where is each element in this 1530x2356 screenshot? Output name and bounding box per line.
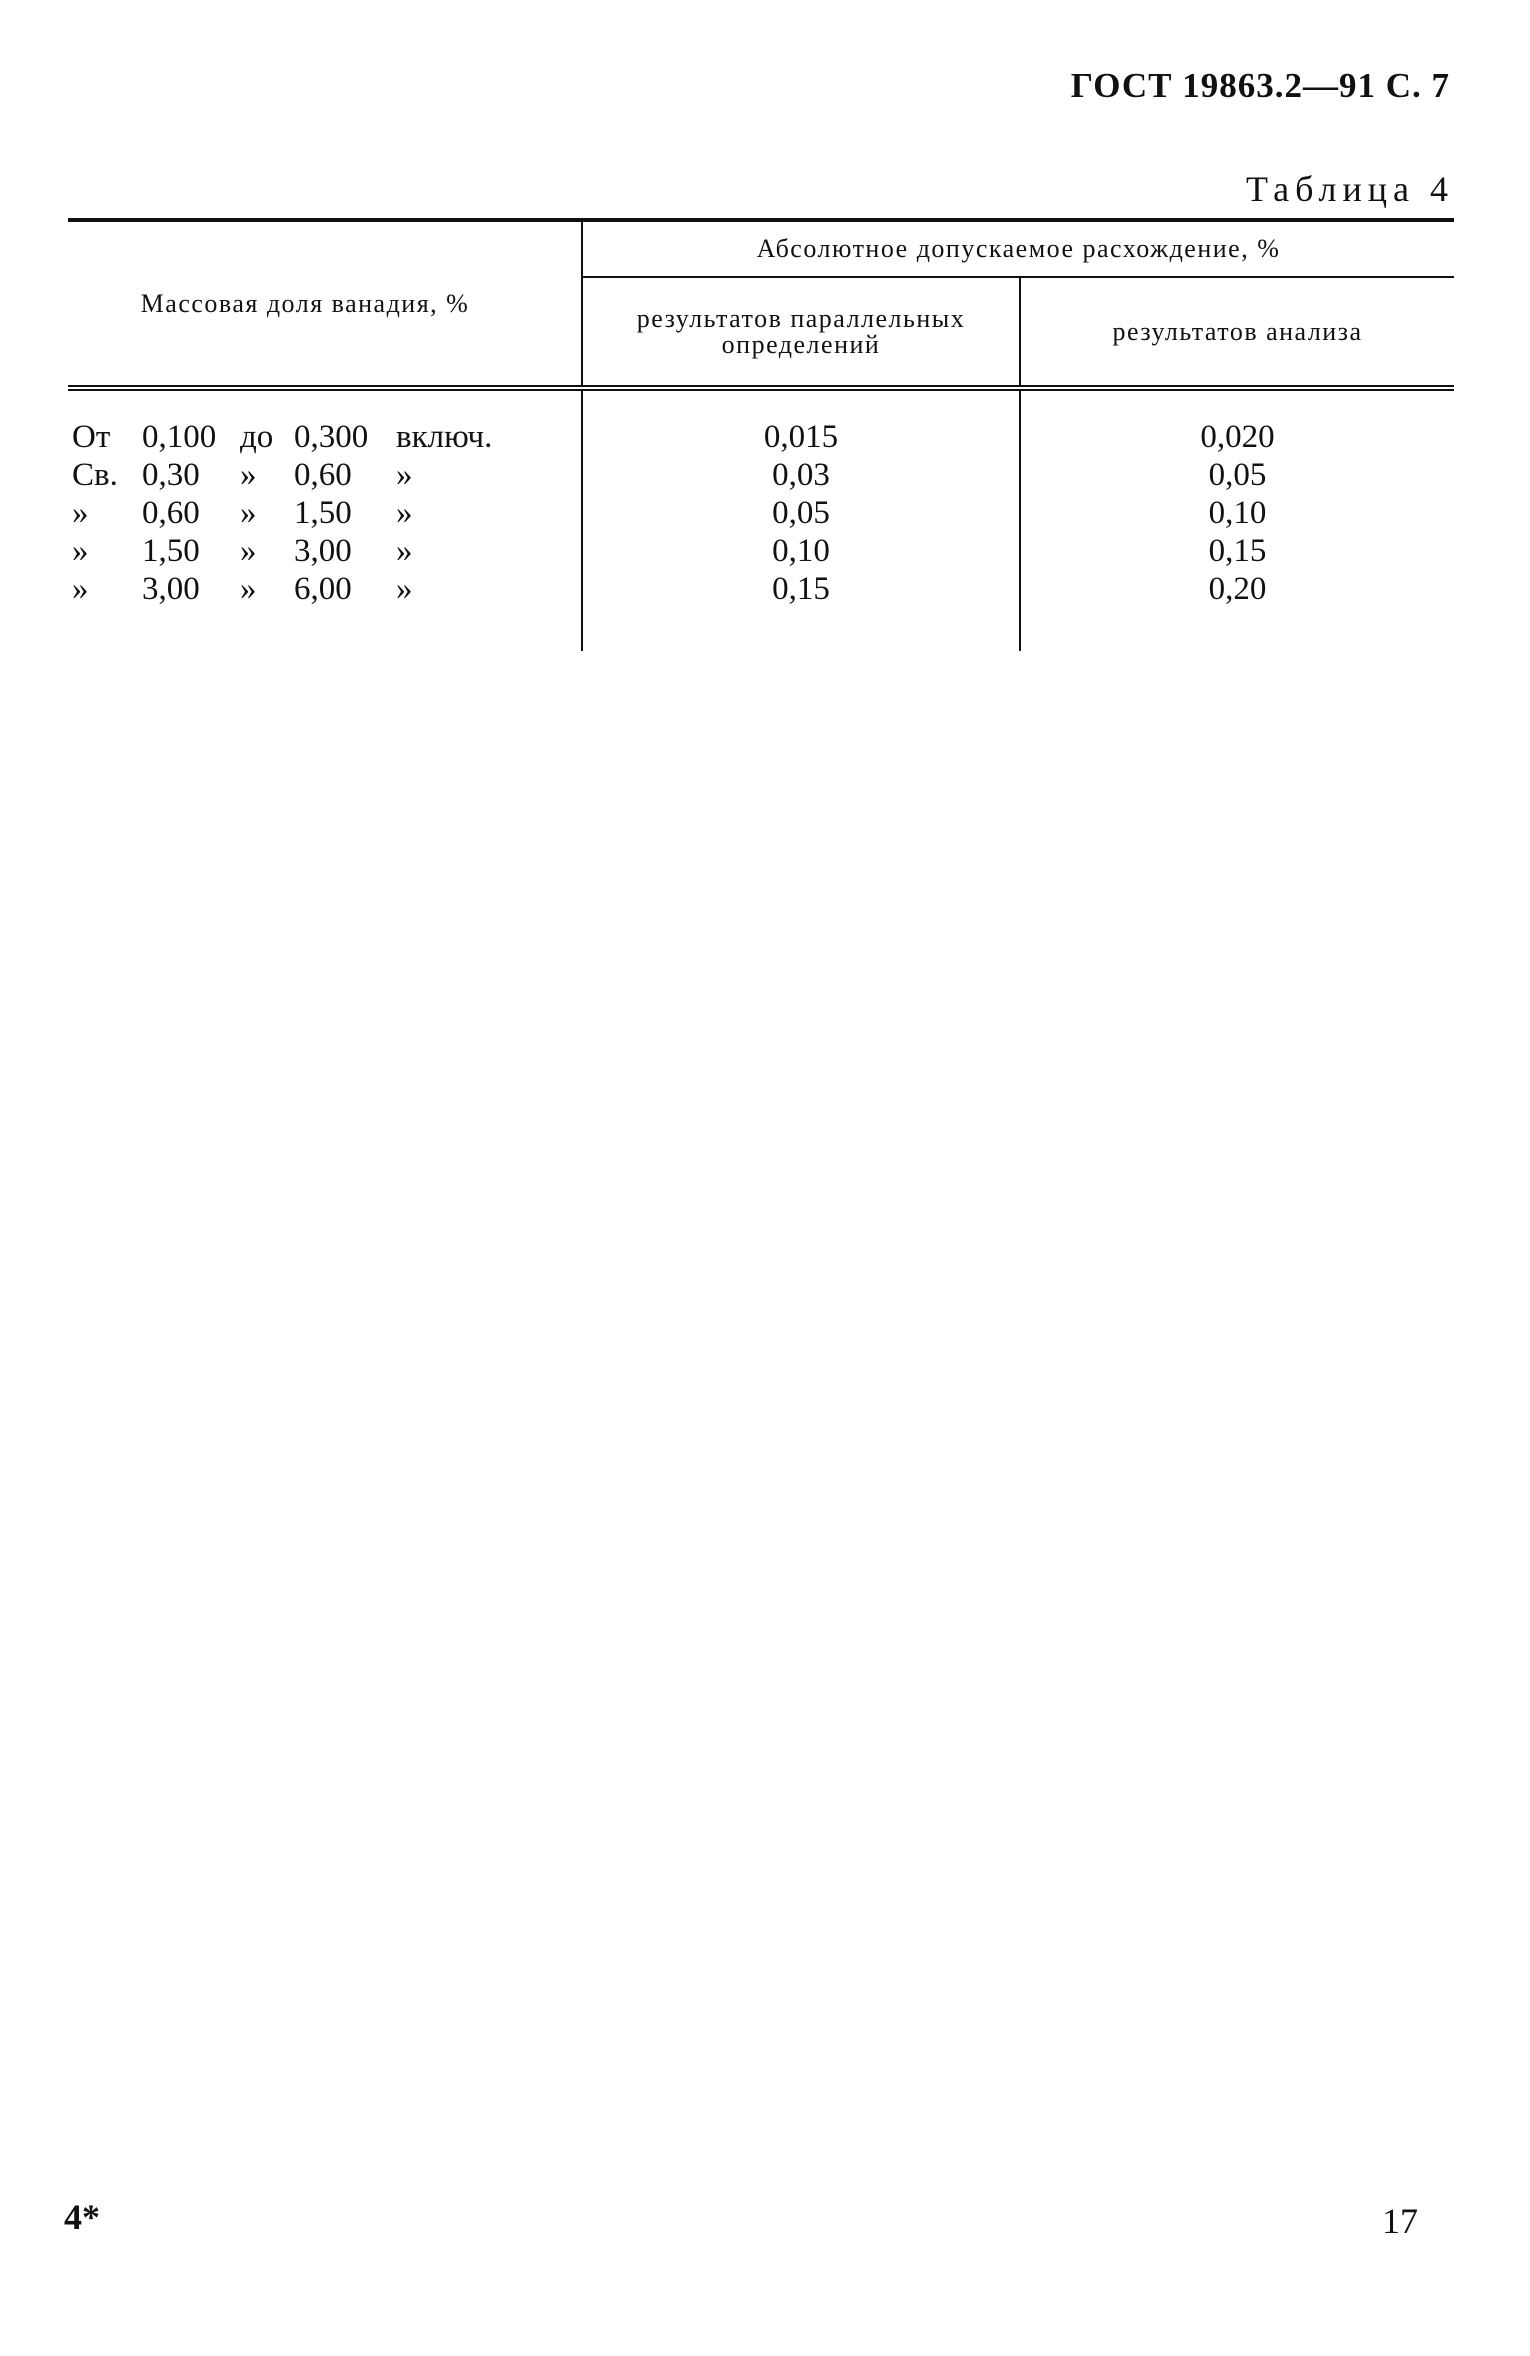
sheet-mark: 4* xyxy=(64,2197,100,2237)
range-separator: » xyxy=(240,571,257,607)
column-header-mass-fraction: Массовая доля ванадия, % xyxy=(68,220,582,388)
range-to: 0,60 xyxy=(294,457,352,493)
range-separator: » xyxy=(240,495,257,531)
range-cell xyxy=(68,570,582,651)
range-prefix: » xyxy=(72,571,89,607)
range-suffix: включ. xyxy=(396,419,493,455)
range-suffix: » xyxy=(396,495,413,531)
table-row xyxy=(68,494,1454,532)
range-cell xyxy=(68,456,582,494)
analysis-value: 0,05 xyxy=(1208,457,1267,493)
parallel-value: 0,15 xyxy=(582,570,1020,651)
tolerance-table-container xyxy=(68,218,1454,651)
table-row xyxy=(68,388,1454,456)
range-suffix: » xyxy=(396,571,413,607)
analysis-value: 0,020 xyxy=(1020,388,1454,456)
range-from: 3,00 xyxy=(142,571,200,607)
range-to: 1,50 xyxy=(294,495,352,531)
range-suffix: » xyxy=(396,533,413,569)
table-row xyxy=(68,456,1454,494)
analysis-value: 0,15 xyxy=(1208,533,1267,569)
range-prefix: От xyxy=(72,419,111,455)
range-separator: » xyxy=(240,457,257,493)
analysis-value: 0,10 xyxy=(1208,495,1267,531)
table-row xyxy=(68,570,1454,651)
range-to: 0,300 xyxy=(294,419,369,455)
range-from: 1,50 xyxy=(142,533,200,569)
parallel-value: 0,05 xyxy=(582,494,1020,532)
column-header-parallel: результатов параллельных определений xyxy=(582,277,1020,388)
range-from: 0,60 xyxy=(142,495,200,531)
range-prefix: » xyxy=(72,533,89,569)
range-from: 0,100 xyxy=(142,419,217,455)
range-cell xyxy=(68,388,582,456)
column-header-analysis: результатов анализа xyxy=(1112,316,1363,346)
range-separator: до xyxy=(240,419,274,455)
table-caption: Таблица 4 xyxy=(1246,169,1454,209)
column-group-header-tolerance: Абсолютное допускаемое расхождение, % xyxy=(582,220,1454,277)
range-cell xyxy=(68,494,582,532)
range-cell xyxy=(68,532,582,570)
page-number: 17 xyxy=(1382,2201,1418,2241)
range-to: 3,00 xyxy=(294,533,352,569)
parallel-value: 0,015 xyxy=(582,388,1020,456)
vanadium-tolerance-table xyxy=(68,218,1454,651)
range-to: 6,00 xyxy=(294,571,352,607)
range-prefix: » xyxy=(72,495,89,531)
document-reference: ГОСТ 19863.2—91 С. 7 xyxy=(1070,66,1450,105)
range-separator: » xyxy=(240,533,257,569)
range-from: 0,30 xyxy=(142,457,200,493)
range-suffix: » xyxy=(396,457,413,493)
parallel-value: 0,10 xyxy=(582,532,1020,570)
range-prefix: Св. xyxy=(72,457,118,493)
analysis-value: 0,20 xyxy=(1208,571,1267,607)
parallel-value: 0,03 xyxy=(582,456,1020,494)
table-row xyxy=(68,532,1454,570)
